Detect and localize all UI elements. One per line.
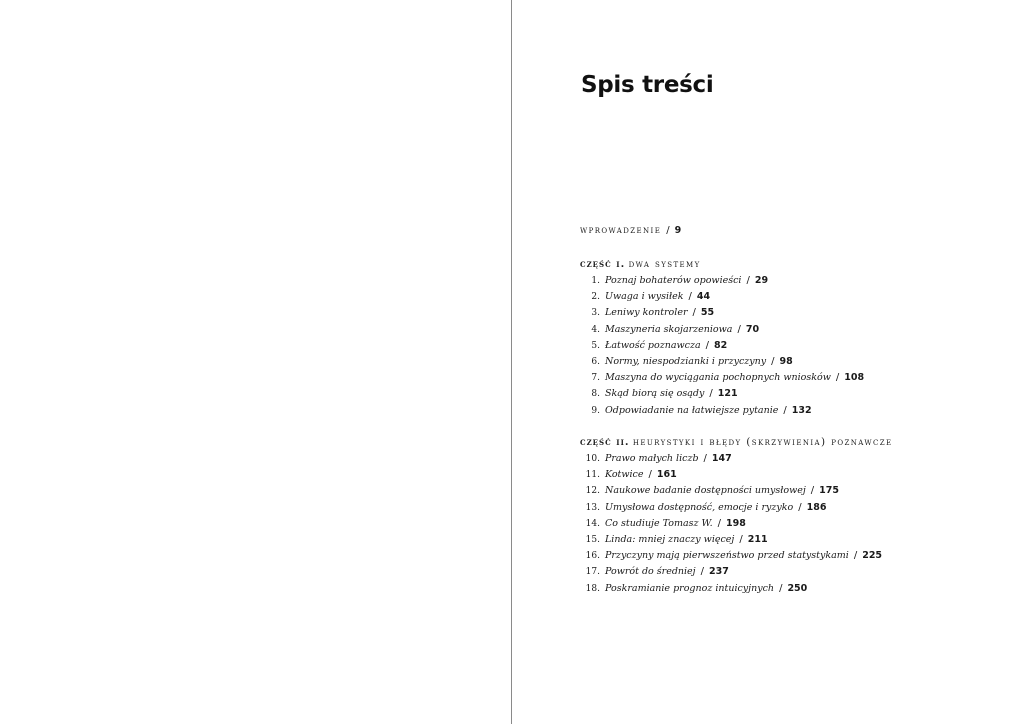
chapter-number: 14. (585, 518, 600, 529)
chapter-number: 10. (585, 454, 600, 464)
part-label: część ii. (580, 436, 630, 448)
part-heading-1 (580, 258, 701, 270)
chapter-number: 8. (591, 389, 600, 400)
chapter-separator: / (648, 469, 652, 481)
chapter-title: Naukowe badanie dostępności umysłowej (605, 485, 806, 497)
chapter-separator: / (688, 291, 692, 303)
chapter-number: 2. (591, 292, 600, 303)
chapter-number: 7. (591, 373, 600, 384)
chapter-entry[interactable] (580, 305, 864, 321)
chapter-page-number: 82 (714, 339, 728, 351)
chapter-page-number: 250 (787, 582, 808, 594)
chapter-entry[interactable] (580, 532, 882, 548)
chapter-separator: / (705, 339, 709, 351)
chapter-page-number: 55 (700, 307, 715, 319)
chapter-page-number: 121 (717, 388, 738, 400)
part-title: heurystyki i błędy (skrzywienia) poznawcze (632, 436, 893, 448)
chapter-title: Poznaj bohaterów opowieści (605, 275, 742, 286)
chapter-title: Linda: mniej znaczy więcej (605, 533, 735, 545)
chapter-entry[interactable] (580, 403, 864, 419)
chapter-separator: / (692, 307, 696, 319)
chapter-separator: / (853, 550, 858, 562)
chapter-number: 12. (585, 486, 600, 497)
chapter-title: Umysłowa dostępność, emocje i ryzyko (605, 501, 794, 513)
chapter-entry[interactable] (580, 273, 864, 289)
chapter-separator: / (700, 566, 704, 578)
chapter-separator: / (709, 388, 713, 400)
chapter-number: 5. (591, 340, 600, 351)
chapter-number: 4. (591, 324, 600, 335)
chapter-separator: / (737, 323, 741, 335)
chapter-number: 11. (585, 470, 600, 481)
chapter-title: Kotwice (605, 469, 644, 481)
chapter-separator: / (739, 533, 743, 545)
chapter-entry[interactable] (580, 386, 864, 402)
chapter-page-number: 98 (779, 355, 793, 367)
chapter-number: 9. (591, 405, 600, 416)
chapter-entry[interactable] (580, 289, 864, 305)
chapter-entry[interactable] (580, 483, 882, 499)
chapter-entry[interactable] (580, 322, 864, 338)
chapter-number: 15. (585, 534, 600, 545)
chapter-number: 6. (591, 356, 600, 367)
chapter-title: Normy, niespodzianki i przyczyny (605, 355, 767, 367)
chapter-separator: / (798, 501, 802, 513)
chapter-entry[interactable] (580, 564, 882, 580)
chapter-page-number: 132 (791, 404, 812, 416)
intro-separator: / (666, 225, 670, 236)
chapter-page-number: 70 (745, 323, 760, 335)
chapter-separator: / (746, 275, 750, 286)
chapter-number: 13. (585, 502, 600, 513)
chapter-number: 18. (585, 583, 600, 594)
chapter-title: Powrót do średniej (605, 566, 696, 578)
chapter-separator: / (703, 453, 707, 464)
toc-title: Spis treści (581, 72, 714, 98)
chapter-page-number: 237 (709, 566, 729, 578)
chapter-page-number: 211 (747, 533, 768, 545)
chapter-page-number: 198 (726, 517, 746, 529)
chapter-separator: / (835, 372, 840, 384)
chapter-number: 16. (585, 551, 600, 562)
part-heading-2 (580, 436, 893, 448)
chapter-separator: / (783, 404, 787, 416)
chapter-list-part-1 (580, 273, 864, 419)
chapter-entry[interactable] (580, 516, 882, 532)
left-page-blank (0, 0, 511, 724)
chapter-list-part-2 (580, 451, 882, 597)
intro-label: wprowadzenie (580, 224, 662, 236)
chapter-title: Maszyneria skojarzeniowa (605, 323, 733, 335)
chapter-page-number: 161 (656, 469, 677, 481)
chapter-entry[interactable] (580, 354, 864, 370)
chapter-title: Uwaga i wysiłek (605, 291, 684, 303)
chapter-title: Co studiuje Tomasz W. (605, 517, 713, 529)
chapter-page-number: 147 (711, 453, 732, 464)
part-title: dwa systemy (628, 258, 701, 270)
chapter-entry[interactable] (580, 338, 864, 354)
chapter-title: Łatwość poznawcza (605, 339, 701, 351)
chapter-page-number: 108 (844, 372, 865, 384)
chapter-title: Przyczyny mają pierwszeństwo przed statystykami (605, 550, 849, 562)
chapter-entry[interactable] (580, 548, 882, 564)
toc-intro-entry (580, 224, 681, 236)
chapter-page-number: 186 (806, 501, 827, 513)
chapter-page-number: 29 (754, 275, 769, 286)
chapter-title: Leniwy kontroler (605, 307, 688, 319)
chapter-entry[interactable] (580, 467, 882, 483)
chapter-number: 3. (591, 308, 600, 319)
chapter-entry[interactable] (580, 370, 864, 386)
chapter-number: 17. (585, 567, 600, 578)
chapter-title: Poskramianie prognoz intuicyjnych (605, 582, 775, 594)
chapter-entry[interactable] (580, 451, 882, 467)
part-label: część i. (580, 258, 626, 270)
chapter-title: Odpowiadanie na łatwiejsze pytanie (605, 404, 779, 416)
intro-page-number: 9 (674, 225, 682, 236)
chapter-page-number: 175 (819, 485, 840, 497)
chapter-separator: / (810, 485, 815, 497)
chapter-title: Skąd biorą się osądy (605, 388, 705, 400)
chapter-entry[interactable] (580, 581, 882, 597)
chapter-entry[interactable] (580, 500, 882, 516)
chapter-separator: / (779, 582, 783, 594)
chapter-separator: / (717, 517, 722, 529)
chapter-title: Maszyna do wyciągania pochopnych wniosków (605, 372, 831, 384)
chapter-title: Prawo małych liczb (605, 453, 699, 464)
chapter-separator: / (771, 355, 775, 367)
chapter-page-number: 44 (696, 291, 711, 303)
chapter-number: 1. (591, 276, 600, 286)
right-page-toc (512, 0, 1024, 724)
chapter-page-number: 225 (862, 550, 883, 562)
